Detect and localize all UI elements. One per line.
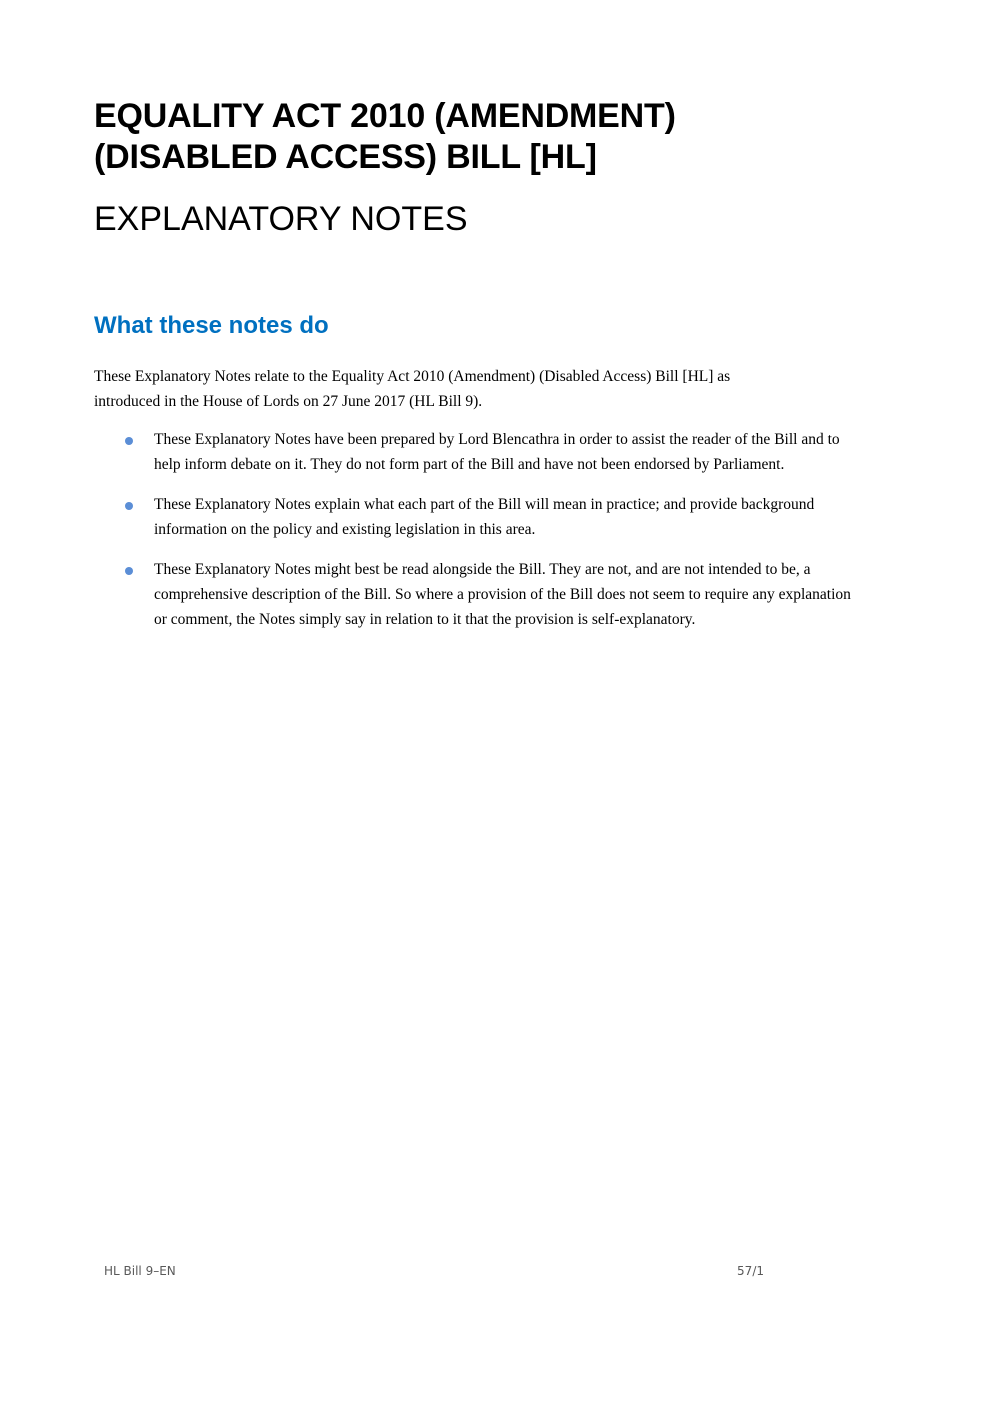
bullet-text: These Explanatory Notes explain what each part of the Bill will mean in practice; and provide background information on the policy and existing legislation in this area. [154, 496, 815, 538]
bullet-dot-icon [125, 567, 133, 575]
intro-line-2: introduced in the House of Lords on 27 June 2017 (HL Bill 9). [94, 393, 483, 410]
section-heading: What these notes do [94, 312, 329, 339]
intro-line-1: These Explanatory Notes relate to the Equality Act 2010 (Amendment) (Disabled Access) Bill [HL] as [94, 368, 731, 385]
bullet-text: These Explanatory Notes might best be read alongside the Bill. They are not, and are not intended to be, a comprehensive description of the Bill. So where a provision of the Bill does not seem to require any explanation or comment, the Notes simply say in relation to it that the provision is self-explanatory. [154, 561, 851, 628]
bullet-list [94, 427, 864, 647]
bullet-text: These Explanatory Notes have been prepared by Lord Blencathra in order to assist the reader of the Bill and to help inform debate on it. They do not form part of the Bill and have not been endorsed by Parliament. [154, 431, 840, 473]
title-line-2: (DISABLED ACCESS) BILL [HL] [94, 138, 597, 176]
title-line-1: EQUALITY ACT 2010 (AMENDMENT) [94, 97, 676, 135]
bullet-item [94, 427, 864, 477]
document-title [94, 96, 854, 178]
bullet-item [94, 557, 864, 632]
intro-paragraph [94, 364, 864, 414]
footer-bill-reference: HL Bill 9–EN [104, 1264, 176, 1278]
bullet-dot-icon [125, 437, 133, 445]
bullet-dot-icon [125, 502, 133, 510]
footer-page-number: 57/1 [737, 1264, 764, 1278]
bullet-item [94, 492, 864, 542]
document-subtitle: EXPLANATORY NOTES [94, 200, 468, 238]
